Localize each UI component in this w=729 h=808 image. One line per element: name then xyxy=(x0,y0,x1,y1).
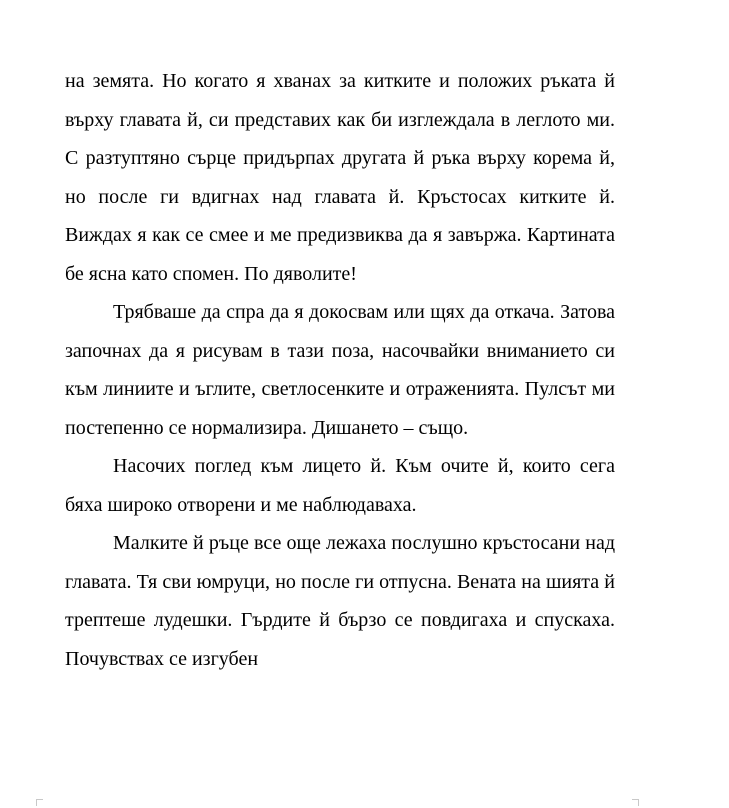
page-corner-mark-left xyxy=(36,799,43,806)
page-corner-mark-right xyxy=(632,799,639,806)
document-body xyxy=(65,62,615,678)
paragraph-4: Малките й ръце все още лежаха послушно кръстосани над главата. Тя сви юмруци, но после ги отпусна. Вената на шията й трептеше лудешки. Гърдите й бързо се повдигаха и спускаха. Почувствах се изгубен xyxy=(65,532,615,670)
paragraph-1: на земята. Но когато я хванах за китките и положих ръката й върху главата й, си представих как би изглеждала в леглото ми. С разтуптяно сърце придърпах другата й ръка върху корема й, но после ги вдигнах над главата й. Кръстосах китките й. Виждах я как се смее и ме предизвиква да я завържа. Картината бе ясна като спомен. По дяволите! xyxy=(65,70,615,285)
paragraph-2: Трябваше да спра да я докосвам или щях да откача. Затова започнах да я рисувам в тази поза, насочвайки вниманието си към линиите и ъглите, светлосенките и отраженията. Пулсът ми постепенно се нормализира. Дишането – също. xyxy=(65,301,615,439)
paragraph-3: Насочих поглед към лицето й. Към очите й, които сега бяха широко отворени и ме наблюдаваха. xyxy=(65,455,615,516)
